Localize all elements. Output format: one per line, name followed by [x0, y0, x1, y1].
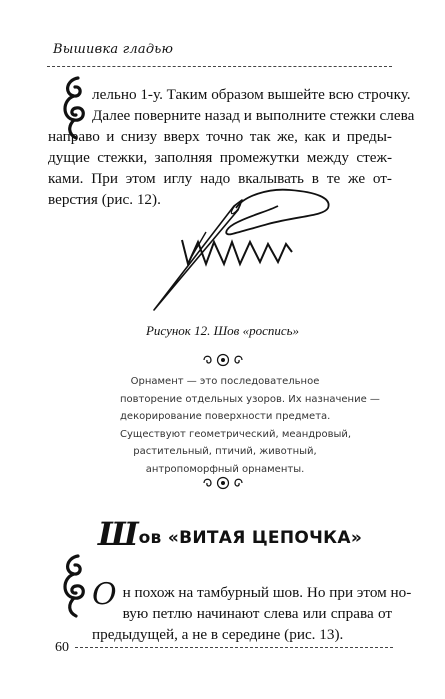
note-line: повторение отдельных узоров. Их назначение — [120, 393, 380, 405]
figure-caption: Рисунок 12. Шов «роспись» [145, 323, 300, 338]
paragraph-line: лельно 1-у. Таким образом вышейте всю строчку. [92, 86, 411, 103]
paragraph-line: ками. При этом иглу надо вкалывать в те же от- [48, 170, 392, 187]
header-divider [47, 66, 392, 67]
flourish-ornament-icon [200, 475, 246, 491]
paragraph-line: Далее поверните назад и выполните стежки слева [92, 107, 415, 124]
drop-cap: О [92, 577, 117, 612]
ornament-note [120, 373, 380, 478]
note-line: растительный, птичий, животный, [133, 446, 317, 457]
paragraph-2 [92, 577, 412, 645]
footer-divider [75, 647, 393, 648]
flourish-ornament-icon [200, 352, 246, 368]
paragraph-line: предыдущей, а не в середине (рис. 13). [92, 626, 344, 643]
paragraph-line: вую петлю начинают слева или справа от [122, 605, 392, 622]
note-line: антропоморфный орнаменты. [145, 463, 305, 475]
note-line: Орнамент — это последовательное [130, 376, 320, 387]
paragraph-line: верстия (рис. 12). [48, 191, 161, 208]
paragraph-line: Он похож на тамбурный шов. Но при этом но- [92, 577, 412, 612]
paragraph-line: дущие стежки, заполняя промежутки между стеж- [48, 149, 392, 166]
section-heading [98, 515, 362, 553]
paragraph-line: направо и снизу вверх точно так же, как и преды- [48, 128, 392, 145]
note-line: Существуют геометрический, меандровый, [120, 428, 352, 440]
figure-12-illustration [148, 186, 338, 316]
page-number: 60 [55, 640, 69, 655]
heading-text: ов «ВИТАЯ ЦЕПОЧКА» [138, 528, 363, 548]
swirl-ornament-icon [58, 552, 92, 620]
running-header: Вышивка гладью [53, 42, 174, 57]
heading-initial: Ш [98, 515, 139, 553]
note-line: декорирование поверхности предмета. [120, 411, 331, 422]
